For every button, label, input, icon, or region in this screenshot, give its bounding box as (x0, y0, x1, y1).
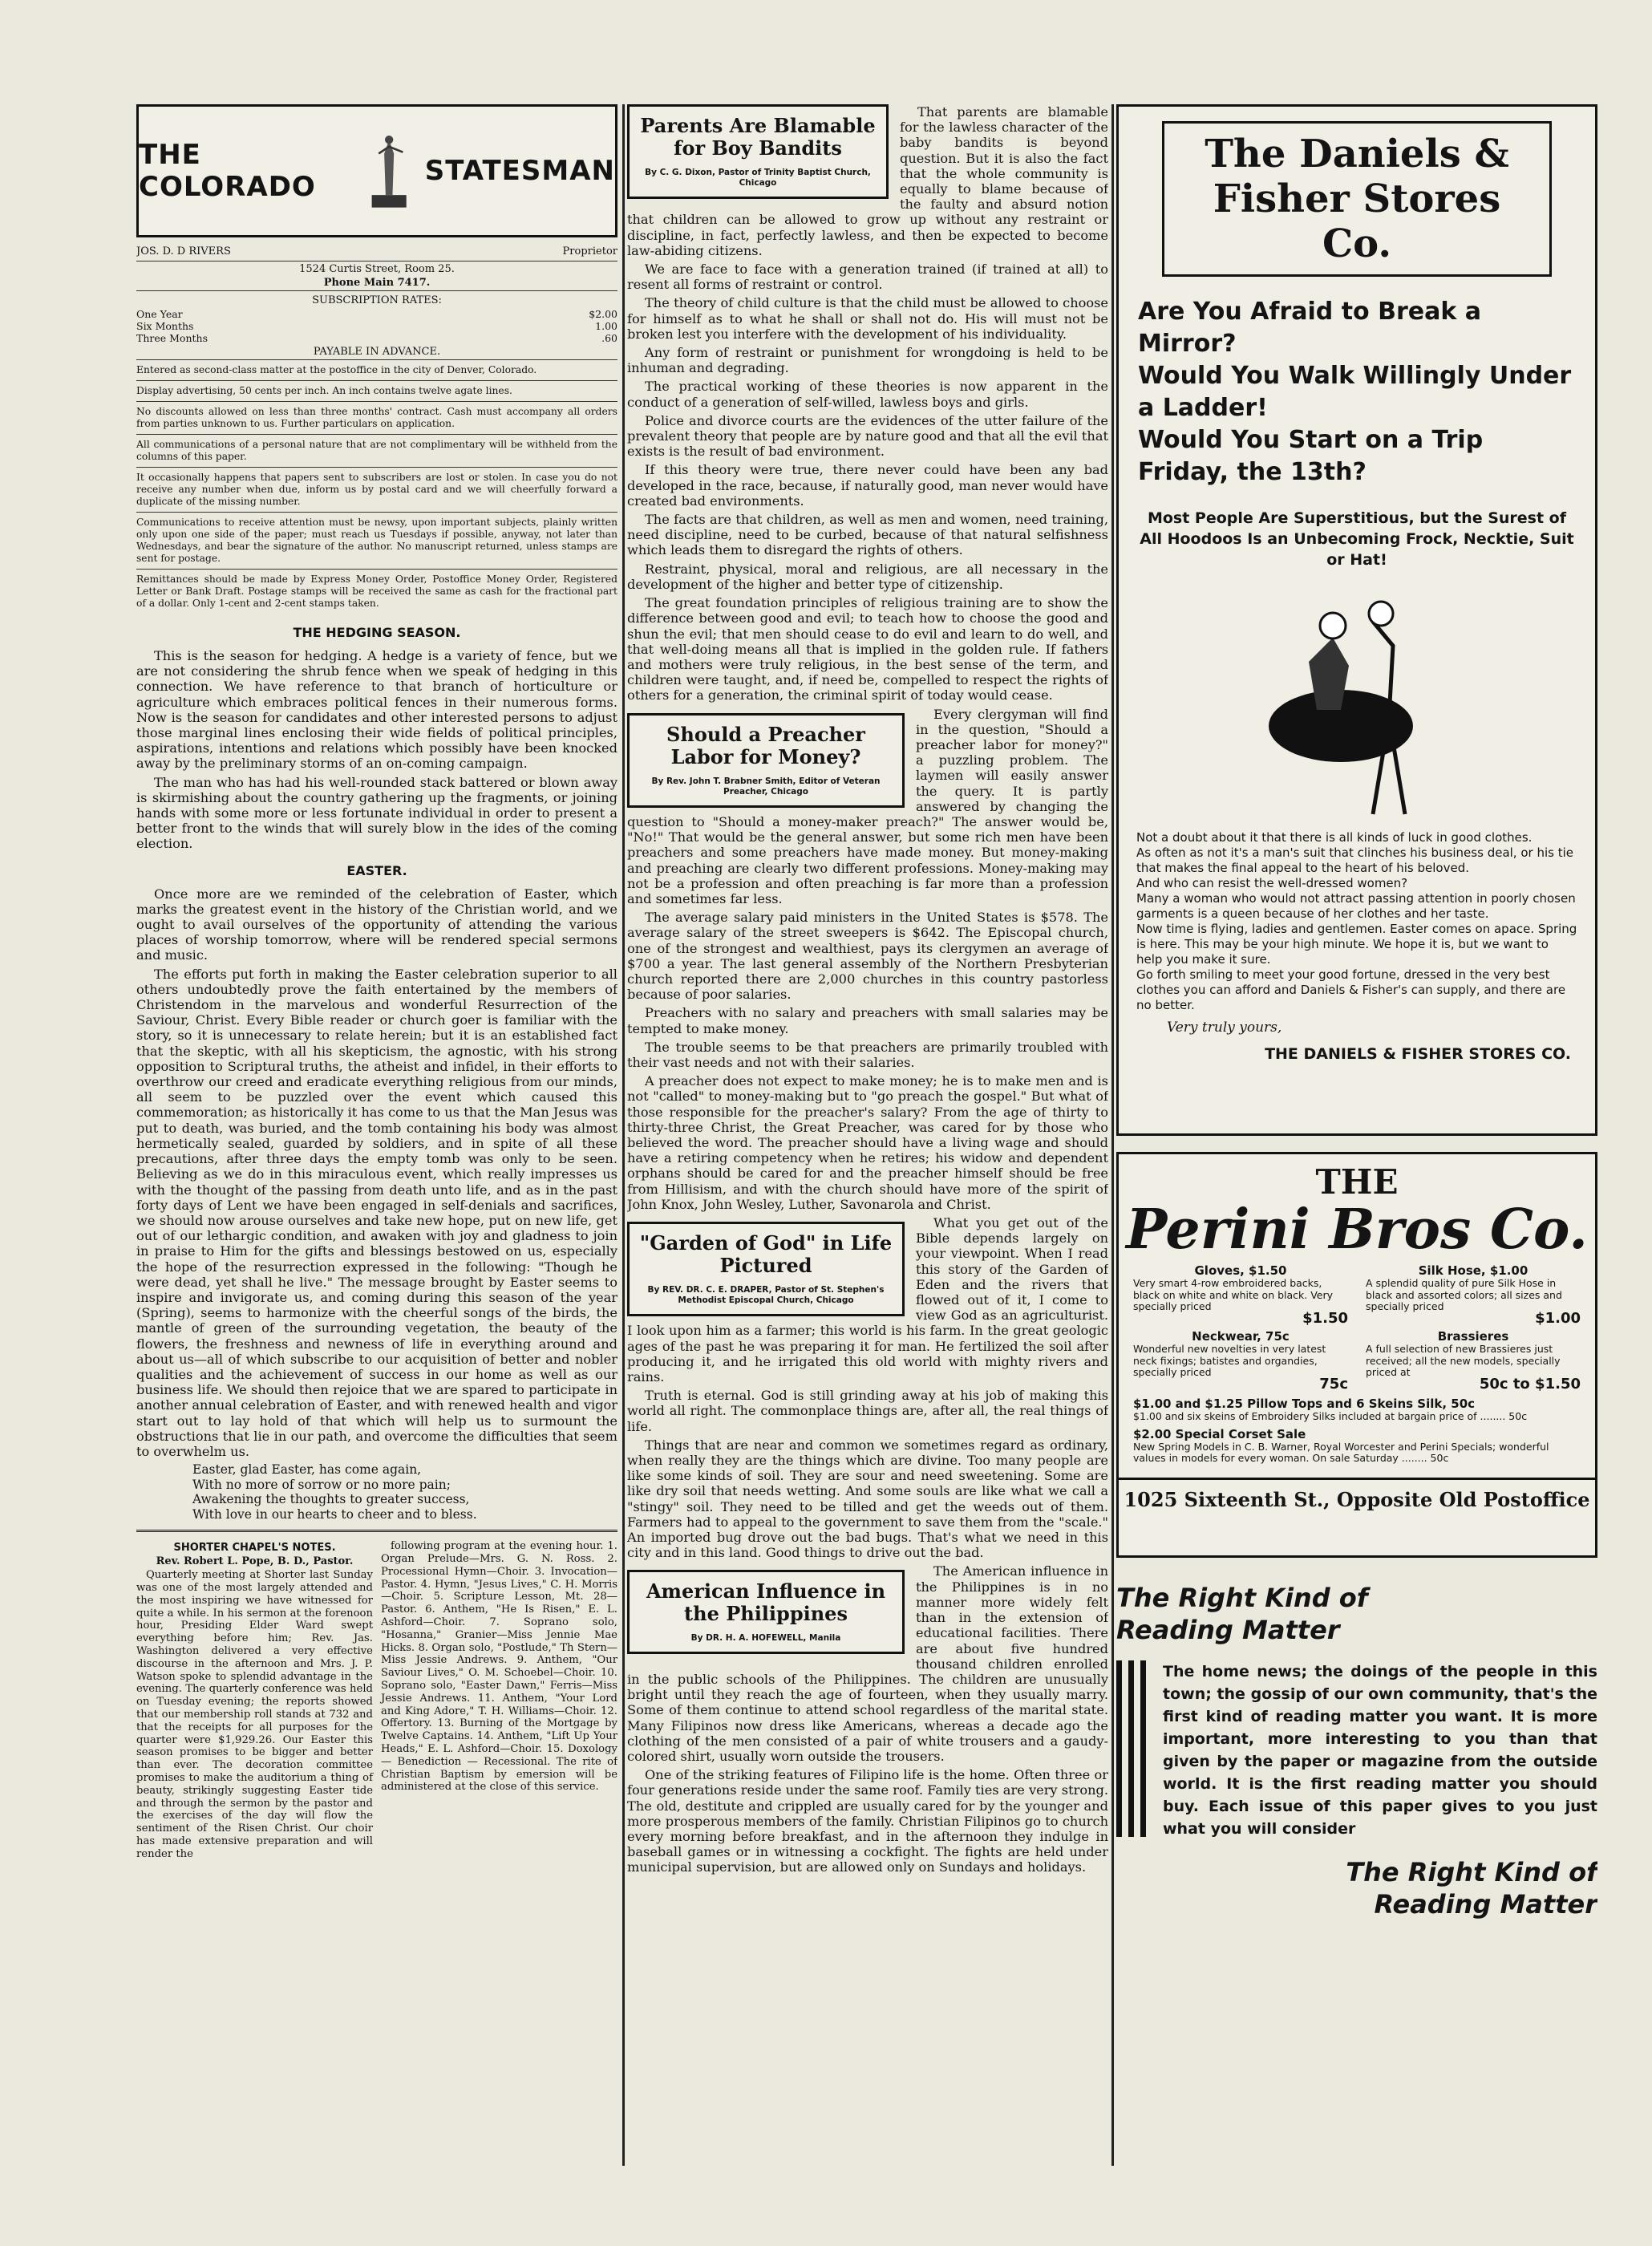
ad-signoff: Very truly yours, (1167, 1020, 1282, 1036)
poem: Easter, glad Easter, has come again, With no more of sorrow or no more pain; Awakening the thoughts to greater success, With love in our hearts to cheer and to bless. (192, 1462, 477, 1522)
article-paragraph: Truth is eternal. God is still grinding away at his job of making this world all right. The commonplace things are, after all, the real things of life. (627, 1388, 1108, 1434)
perini-address: 1025 Sixteenth St., Opposite Old Postoffice (1119, 1478, 1595, 1519)
reading-matter-text: The home news; the doings of the people in this town; the gossip of our own community, that's the first kind of reading matter you want. It is more important, more interesting to you than that given by the paper or magazine from the outside world. It is the first reading matter you should buy. Each issue of this paper gives to you just what you will consider (1163, 1663, 1597, 1838)
masthead-title-right: STATESMAN (424, 155, 615, 187)
product-item: Silk Hose, $1.00 A splendid quality of pure Silk Hose in black and assorted colors; all sizes and specially priced $1.00 (1366, 1263, 1581, 1327)
perini-bros-ad (1116, 1152, 1597, 1558)
rate-row: One Year $2.00 (136, 308, 617, 320)
article-paragraph: A preacher does not expect to make money; he is to make men and is not "called" to money-making but to "go preach the gospel." But what of those responsible for the preacher's salary? From the age of thirty to thirty-three Christ, the Great Preacher, was cared for by those who believed the word. The preacher should have a living wage and should have a retiring competency when he retires; his widow and dependent orphans should be cared for and the preacher himself should be free from Hillisism, and with the church should have more of the spirit of John Knox, John Wesley, Luther, Savonarola and Christ. (627, 1073, 1108, 1212)
notice: Entered as second-class matter at the postoffice in the city of Denver, Colorado. (136, 359, 617, 380)
address: 1524 Curtis Street, Room 25. (299, 263, 455, 275)
article-paragraph: We are face to face with a generation trained (if trained at all) to resent all forms of restraint or control. (627, 261, 1108, 293)
article-paragraph: Restraint, physical, moral and religious, are all necessary in the development of the higher and better type of citizenship. (627, 561, 1108, 592)
article-paragraph: Preachers with no salary and preachers with small salaries may be tempted to make money. (627, 1005, 1108, 1036)
article-paragraph: Any form of restraint or punishment for wrongdoing is held to be inhuman and degrading. (627, 345, 1108, 376)
article-paragraph: The trouble seems to be that preachers are primarily troubled with their vast needs and not with their salaries. (627, 1039, 1108, 1070)
column-rule (622, 104, 625, 2166)
decorative-bars-icon (1116, 1660, 1163, 1840)
dancing-couple-illustration (1253, 590, 1461, 830)
headline-box: American Influence in the Philippines By DR. H. A. HOFEWELL, Manila (627, 1570, 905, 1654)
proprietor-line: JOS. D. D RIVERS Proprietor (136, 245, 617, 261)
headline-box: Parents Are Blamable for Boy Bandits By C. G. Dixon, Pastor of Trinity Baptist Church, Chicago (627, 104, 889, 199)
headline-box: Should a Preacher Labor for Money? By Rev. John T. Brabner Smith, Editor of Veteran Preacher, Chicago (627, 713, 905, 808)
article-paragraph: Things that are near and common we sometimes regard as ordinary, when really they are the things which are divine. Too many people are like some kinds of soil. They are sour and need sweetening. Some are like dry soil that needs wetting. And some souls are like what we call a "stingy" soil. They need to be tilled and get the weeds out of them. Farmers had to appeal to the government to save them from the "scale." An imported bug drove out the bad bugs. That's what we need in this city and in this land. Good things to drive out the bad. (627, 1437, 1108, 1561)
statue-icon (365, 127, 413, 215)
article-paragraph: The average salary paid ministers in the United States is $578. The average salary of the street sweepers is $642. The Episcopal church, one of the strongest and wealthiest, pays its clergymen an average of $700 a year. The last general assembly of the Northern Presbyterian church reported there are 2,000 churches in this country pastorless because of poor salaries. (627, 910, 1108, 1003)
ad-body: Not a doubt about it that there is all kinds of luck in good clothes. As often as not it's a man's suit that clinches his business deal, or his tie that makes the final appeal to the heart of his beloved. And who can resist the well-dressed women? Many a woman who would not attract passing attention in poorly chosen garments is a queen because of her clothes and her taste. Now time is flying, ladies and gentlemen. Easter comes on apace. Spring is here. This may be your high minute. We hope it is, but we want to help you make it sure. Go forth smiling to meet your good fortune, dressed in the very best clothes you can afford and Daniels & Fisher's can supply, and there are no better. (1136, 830, 1577, 1012)
article-paragraph: The facts are that children, as well as men and women, need training, need discipline, need to be curbed, because of that natural selfishness which leads them to disregard the rights of others. (627, 512, 1108, 558)
corset-offer: $2.00 Special Corset Sale New Spring Models in C. B. Warner, Royal Worcester and Perini Specials; wonderful values in models for every woman. On sale Saturday ........ 50c (1133, 1427, 1549, 1464)
article-paragraph: Every clergyman will find in the question, "Should a preacher labor for money?" a puzzling problem. The laymen will easily answer the query. It is partly answered by changing the question to "Should a money-maker preach?" The answer would be, "No!" That would be the general answer, but some rich men have been preachers and some preachers have made money. But money-making and preaching are clearly two different professions. Money-making may not be a profession and often preaching is far more than a profession and sometimes far less. (627, 706, 1108, 906)
product-item: Gloves, $1.50 Very smart 4-row embroidered backs, black on white and white on black. Very specially priced $1.50 (1133, 1263, 1348, 1327)
article-paragraph: The man who has had his well-rounded stack battered or blown away is skirmishing about the country gathering up the fragments, or joining hands with some more or less fortunate individual in order to present a better front to the winds that will surely blow in the ides of the coming election. (136, 774, 617, 852)
chapel-notes: SHORTER CHAPEL'S NOTES. Rev. Robert L. Pope, B. D., Pastor. Quarterly meeting at Shorter last Sunday was one of the most largely attended and the most inspiring we have witnessed for quite a while. In his sermon at the forenoon hour, Presiding Elder Ward swept everything before him; Rev. Jas. Washington delivered a very effective discourse in the afternoon and Mrs. J. P. Watson spoke to splendid advantage in the evening. The quarterly conference was held on Tuesday evening; the reports showed that our membership roll stands at 732 and that the receipts for all purposes for the quarter were $1,929.26. Our Easter this season promises to be bigger and better than ever. The decoration committee promises to make the auditorium a thing of beauty, strikingly suggesting Easter tide and through the sermon by the pastor and the exercises of the day will flow the sentiment of the Risen Christ. Our choir has made extensive preparation and will render the following program at the evening hour. 1. Organ Prelude—Mrs. G. N. Ross. 2. Processional Hymn—Choir. 3. Invocation—Pastor. 4. Hymn, "Jesus Lives," C. H. Morris—Choir. 5. Scripture Lesson, Mt. 28—Pastor. 6. Anthem, "He Is Risen," E. L. Ashford—Choir. 7. Soprano solo, "Hosanna," Granier—Miss Jennie Mae Hicks. 8. Organ solo, "Postlude," Th Stern—Miss Jessie Andrews. 9. Anthem, "Our Saviour Lives," O. M. Schoebel—Choir. 10. Soprano solo, "Easter Dawn," Ferris—Miss Jessie Andrews. 11. Anthem, "Your Lord and King Adore," T. H. Williams—Choir. 12. Offertory. 13. Burning of the Mortgage by Twelve Captains. 14. Anthem, "Lift Up Your Heads," E. L. Ashford—Choir. 15. Doxology — Benediction — Recessional. The rite of Christian Baptism by emersion will be administered at the close of this service. (136, 1540, 617, 1860)
product-item: Neckwear, 75c Wonderful new novelties in very latest neck fixings; batistes and organdies, specially priced 75c (1133, 1329, 1348, 1393)
article-paragraph: Once more are we reminded of the celebration of Easter, which marks the greatest event in the history of the Christian world, and we ought to avail ourselves of the opportunity of attending the various places of worship tomorrow, where will be rendered special sermons and music. (136, 886, 617, 963)
ad-subhead: Most People Are Superstitious, but the Surest of All Hoodoos Is an Unbecoming Frock, Necktie, Suit or Hat! (1140, 509, 1574, 569)
article-paragraph: The great foundation principles of religious training are to show the difference between good and evil; to teach how to choose the good and shun the evil; that men should cease to do evil and learn to do well, and that well-doing means all that is implied in the golden rule. If fathers and mothers were truly religious, in the best sense of the term, and children were taught, and, if need be, compelled to respect the rights of others for a generation, the criminal spirit of today would cease. (627, 595, 1108, 703)
daniels-fisher-ad (1116, 104, 1597, 1136)
reading-matter-ad (1116, 1582, 1597, 1920)
column-1 (136, 104, 617, 2174)
rate-row: Three Months .60 (136, 332, 617, 344)
article-heading: EASTER. (346, 862, 407, 878)
ornament-divider (136, 1530, 617, 1532)
ad-headline: Are You Afraid to Break a Mirror? Would You Walk Willingly Under a Ladder! Would You Start on a Trip Friday, the 13th? (1138, 298, 1572, 486)
ad-company: THE DANIELS & FISHER STORES CO. (1265, 1045, 1571, 1063)
column-rule (1111, 104, 1114, 2166)
payable-notice: PAYABLE IN ADVANCE. (313, 346, 441, 358)
article-paragraph: This is the season for hedging. A hedge is a variety of fence, but we are not considering the shrub fence when we speak of hedging in this connection. We have reference to that branch of horticulture or agriculture which embraces political fences in their numerous forms. Now is the season for candidates and other interested persons to adjust those marginal lines enclosing their wide fields of political principles, aspirations, intentions and relations which possibly have been knocked away by the preliminary storms of an on-coming campaign. (136, 648, 617, 772)
article-paragraph: Police and divorce courts are the evidences of the utter failure of the prevalent theory that people are by nature good and that all the evil that exists is the result of bad environment. (627, 412, 1108, 460)
phone: Phone Main 7417. (323, 277, 431, 289)
pillow-offer: $1.00 and $1.25 Pillow Tops and 6 Skeins Silk, 50c $1.00 and six skeins of Embroidery Silks included at bargain price of ........ 50c (1133, 1397, 1528, 1422)
notice: Remittances should be made by Express Money Order, Postoffice Money Order, Registered Letter or Bank Draft. Postage stamps will be received the same as cash for the fractional part of a dollar. Only 1-cent and 2-cent stamps taken. (136, 569, 617, 614)
column-2 (627, 104, 1108, 2174)
article-heading: THE HEDGING SEASON. (293, 625, 461, 640)
notice: All communications of a personal nature that are not complimentary will be withheld from the columns of this paper. (136, 434, 617, 467)
article-paragraph: If this theory were true, there never could have been any bad developed in the race, because, if naturally good, man never would have created bad environments. (627, 462, 1108, 509)
perini-items (1119, 1259, 1595, 1395)
article-paragraph: That parents are blamable for the lawless character of the baby bandits is beyond question. But it is also the fact that the whole community is equally to blame because of the faulty and absurd notion that children can be allowed to grow up without any restraint or discipline, in fact, perfectly lawless, and then be expected to become law-abiding citizens. (627, 104, 1108, 258)
article-paragraph: One of the striking features of Filipino life is the home. Often three or four generations reside under the same roof. Family ties are very strong. The old, destitute and crippled are usually cared for by the younger and more prosperous members of the family. Christian Filipinos go to church every morning before breakfast, and in the afternoon they indulge in baseball games or in witnessing a cockfight. The fights are held under municipal supervision, but are allowed only on Sundays and holidays. (627, 1767, 1108, 1875)
article-paragraph: The practical working of these theories is now apparent in the conduct of a generation of self-willed, lawless boys and girls. (627, 379, 1108, 410)
headline-box: "Garden of God" in Life Pictured By REV. DR. C. E. DRAPER, Pastor of St. Stephen's Methodist Episcopal Church, Chicago (627, 1222, 905, 1316)
rate-row: Six Months 1.00 (136, 320, 617, 332)
notice: No discounts allowed on less than three months' contract. Cash must accompany all orders from parties unknown to us. Further particulars on application. (136, 401, 617, 434)
article-paragraph: The theory of child culture is that the child must be allowed to choose for himself as to what he shall or shall not do. His will must not be broken lest you interfere with the development of his individuality. (627, 295, 1108, 342)
article-paragraph: The efforts put forth in making the Easter celebration superior to all others undoubtedly prove the faith entertained by the members of Christendom in the marvelous and wonderful Resurrection of the Saviour, Christ. Every Bible reader or church goer is familiar with the story, so it is unnecessary to relate herein; but it is an established fact that the skeptic, with all his skepticism, the agnostic, with his strong opposition to Scriptural truths, the atheist and infidel, in their efforts to overthrow our creed and eradicate everything religious from our minds, all seem to be puzzled over the event which caused this commemoration; as historically it has come to us that the Man Jesus was put to death, was buried, and the tomb containing his body was almost hermetically sealed, guarded by soldiers, and in spite of all these precautions, after three days the empty tomb was only to be seen. Believing as we do in this miraculous event, which really impresses us with the thought of the passing from death unto life, and as in the past forty days of Lent we have been engaged in self-denials and sacrifices, we should now arouse ourselves and take new hope, put on new life, get out of our lethargic condition, and awaken with joy and gladness to join in praise to Him for the gifts and blessings bestowed on us, especially the hope of the resurrection expressed in the following: "Though he were dead, yet shall he live." The message brought by Easter seems to inspire and invigorate us, and coming during this season of the year (Spring), seems to harmonize with the cheerful songs of the birds, the mantle of green of the surrounding vegetation, the beauty of the flowers, the freshness and newness of life in everything around and about us—all of which subscribe to our acquisition of better and nobler qualities and the achievement of success in our home as well as our business life. We should then rejoice that we are spared to participate in another annual celebration of Easter, and with renewed health and vigor start out to lay hold of that which will help us to surmount the obstructions that lie in our path, and overcome the difficulties that seem to overwhelm us. (136, 966, 617, 1459)
article-paragraph: What you get out of the Bible depends largely on your viewpoint. When I read this story of the Garden of Eden and the rivers that flowed out of it, I come to view God as an agriculturist. I look upon him as a farmer; this world is his farm. In the great geologic ages of the past he was preparing it for man. He fertilized the soil after producing it, and he irrigated this old world with mighty rivers and rains. (627, 1215, 1108, 1385)
notice: Display advertising, 50 cents per inch. An inch contains twelve agate lines. (136, 380, 617, 401)
column-3 (1116, 104, 1597, 2174)
article-paragraph: The American influence in the Philippines is in no manner more widely felt than in the extension of educational facilities. There are about five hundred thousand children enrolled in the public schools of the Philippines. The children are unusually bright until they reach the age of fourteen, when they usually marry. Some of them continue to attend school regardless of the marital state. Many Filipinos now dress like Americans, whereas a decade ago the clothing of the men consisted of a pair of white trousers and a gaudy-colored shirt, usually worn outside the trousers. (627, 1563, 1108, 1764)
daniels-fisher-logo: The Daniels & Fisher Stores Co. (1162, 121, 1552, 277)
masthead (136, 104, 617, 237)
product-item: Brassieres A full selection of new Brassieres just received; all the new models, specially priced at 50c to $1.50 (1366, 1329, 1581, 1393)
perini-logo: THE Perini Bros Co. (1126, 1162, 1588, 1262)
rates-heading: SUBSCRIPTION RATES: (136, 290, 617, 306)
masthead-title-left: THE COLORADO (139, 139, 316, 203)
reading-matter-title: The Right Kind of Reading Matter (1116, 1583, 1368, 1645)
notice: Communications to receive attention must be newsy, upon important subjects, plainly written only upon one side of the paper; must reach us Tuesdays if possible, anyway, not later than Wednesdays, and bear the signature of the author. No manuscript returned, unless stamps are sent for postage. (136, 512, 617, 569)
notice: It occasionally happens that papers sent to subscribers are lost or stolen. In case you do not receive any number when due, inform us by postal card and we will cheerfully forward a duplicate of the missing number. (136, 467, 617, 512)
reading-matter-signoff: The Right Kind of Reading Matter (1346, 1857, 1597, 1920)
